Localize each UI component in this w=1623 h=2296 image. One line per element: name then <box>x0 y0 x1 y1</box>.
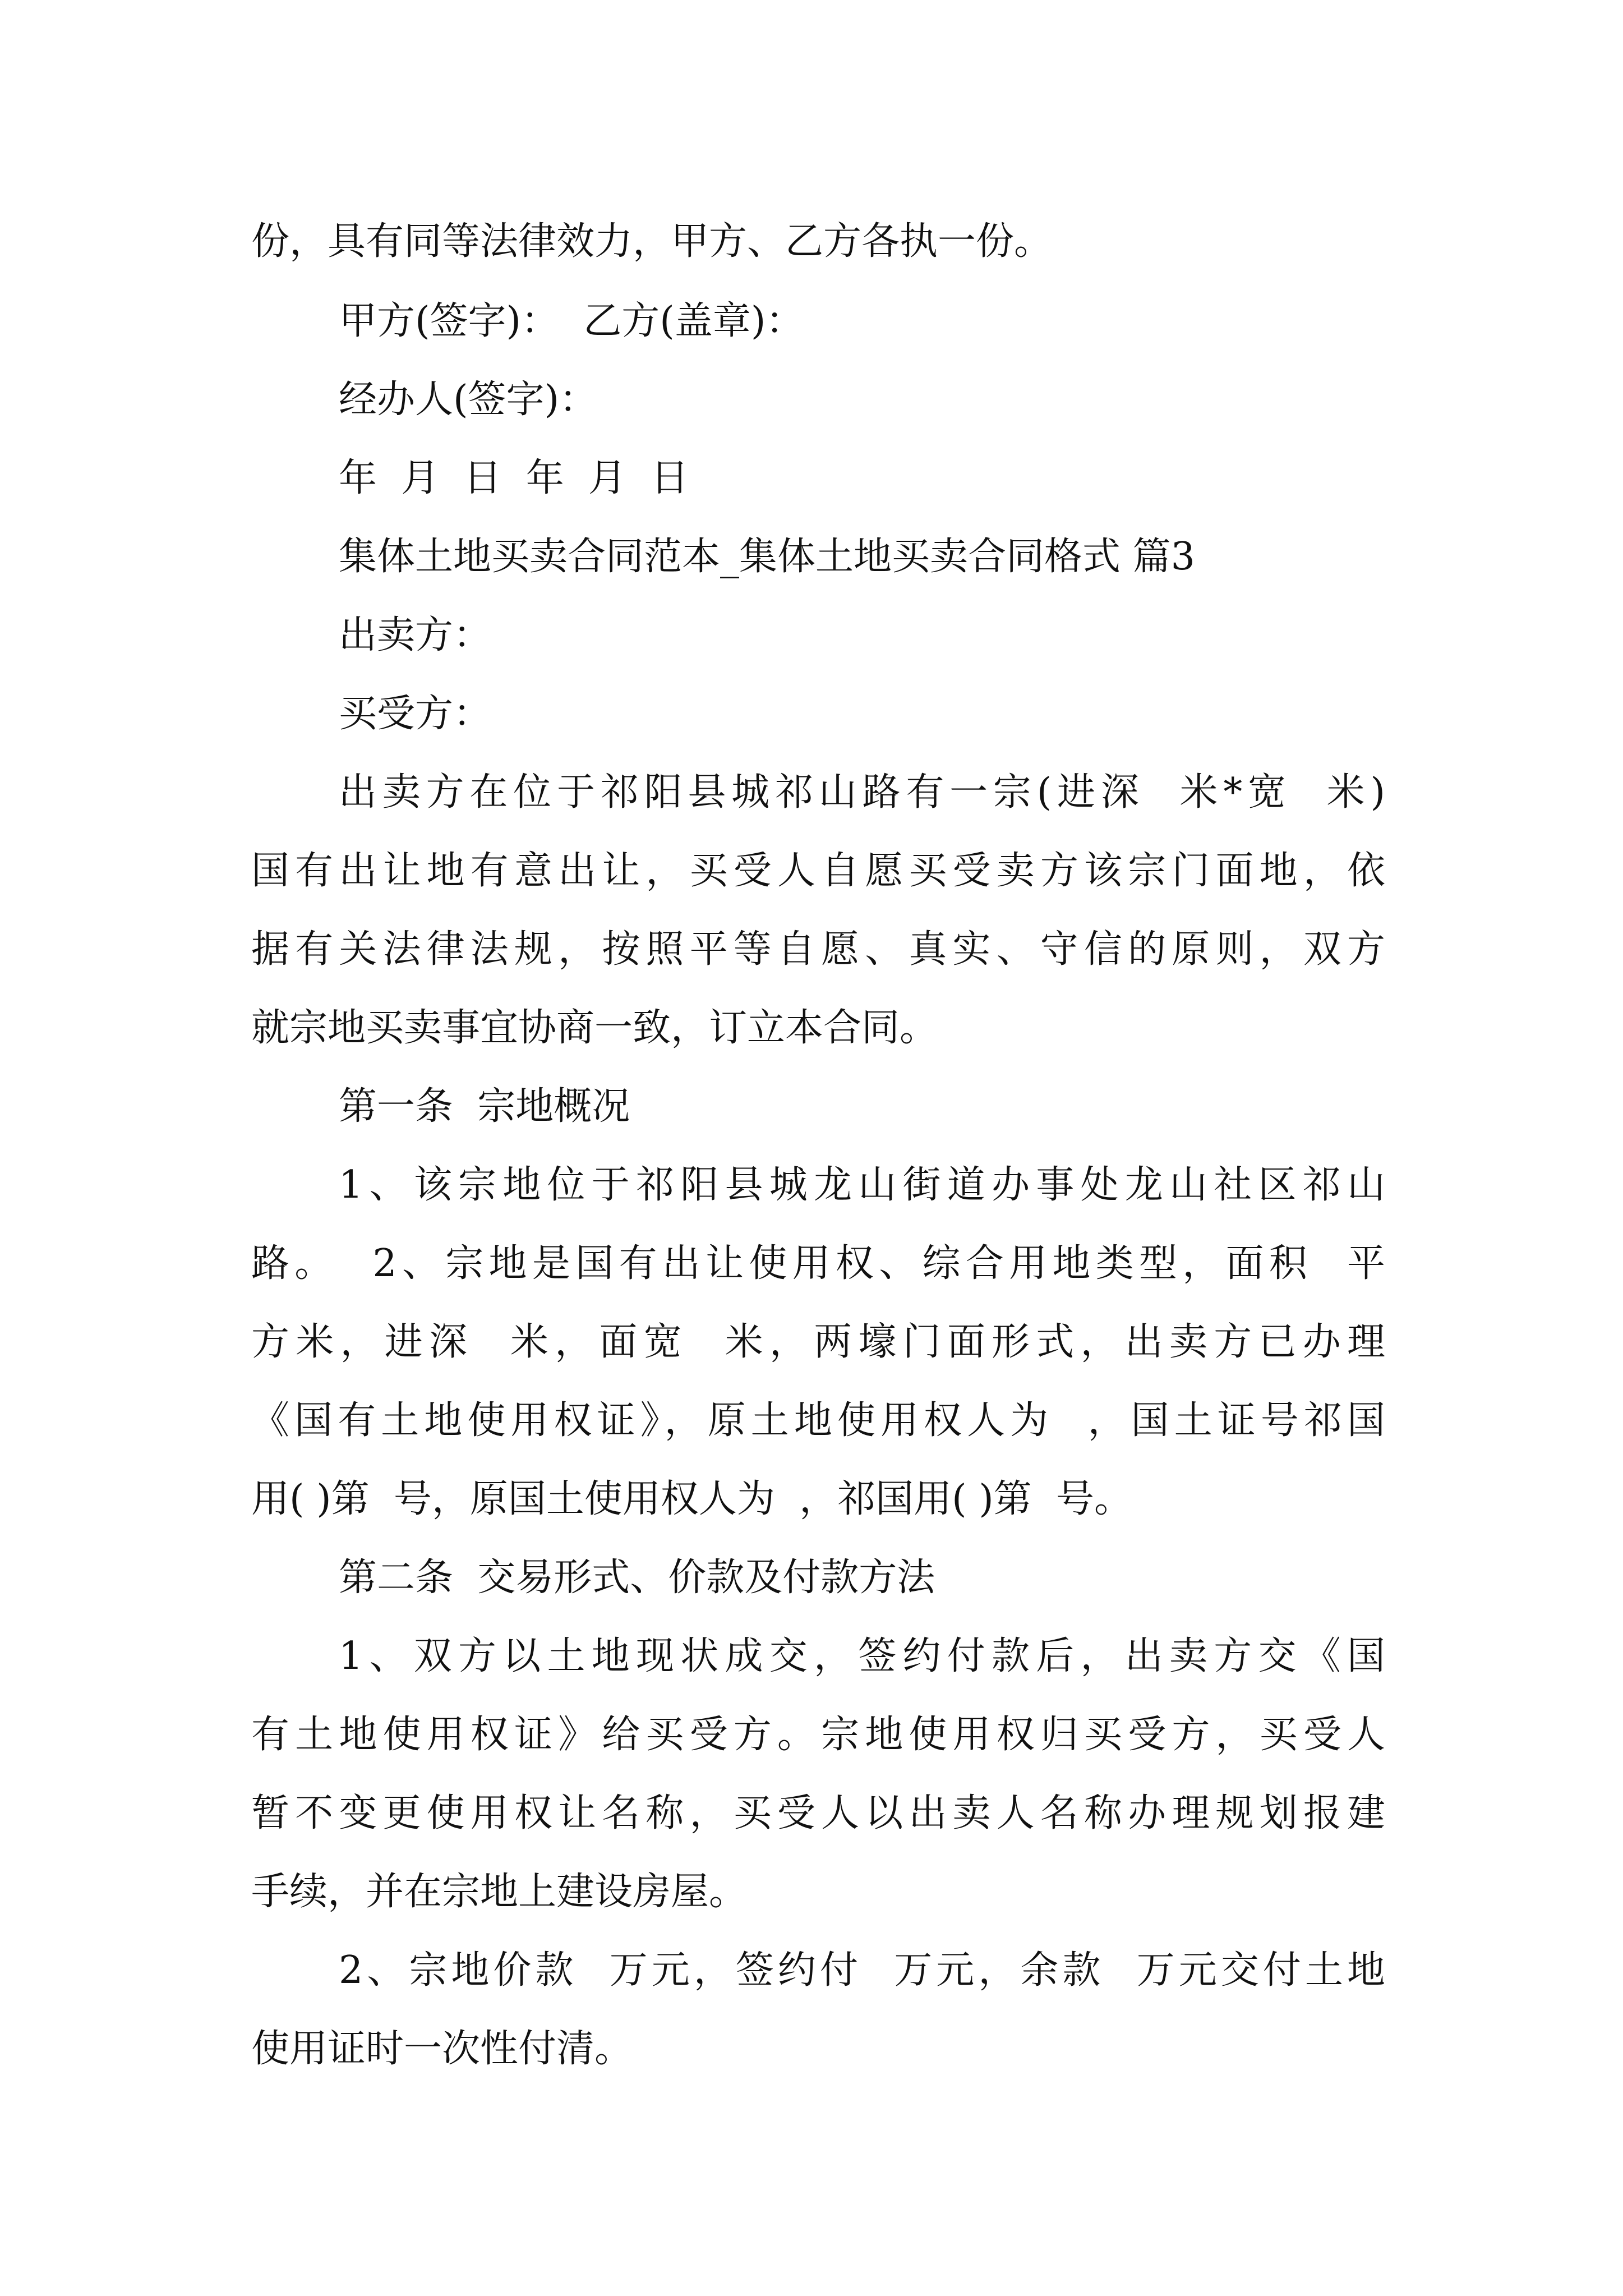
intro-line-1: 出卖方在位于祁阳县城祁山路有一宗(进深 米*宽 米) <box>339 770 1385 815</box>
article-1-line-2: 路。 2、宗地是国有出让使用权、综合用地类型，面积 平 <box>251 1241 1385 1286</box>
article-2-heading: 第二条 交易形式、价款及付款方法 <box>339 1556 935 1600</box>
article-1-line-1: 1、该宗地位于祁阳县城龙山街道办事处龙山社区祁山 <box>339 1163 1385 1207</box>
section-title: 集体土地买卖合同范本_集体土地买卖合同格式 篇3 <box>339 535 1195 579</box>
signature-line-handler: 经办人(签字)： <box>339 378 598 422</box>
article-2-item-2-line-2: 使用证时一次性付清。 <box>251 2027 633 2071</box>
signature-line-parties: 甲方(签字)： 乙方(盖章)： <box>339 299 804 343</box>
article-2-item-2-line-1: 2、宗地价款 万元，签约付 万元，余款 万元交付土地 <box>339 1948 1385 1993</box>
article-2-line-4: 手续，并在宗地上建设房屋。 <box>251 1870 748 1914</box>
intro-line-3: 据有关法律法规，按照平等自愿、真实、守信的原则，双方 <box>251 927 1385 972</box>
article-1-heading: 第一条 宗地概况 <box>339 1084 630 1129</box>
article-2-line-2: 有土地使用权证》给买受方。宗地使用权归买受方，买受人 <box>251 1713 1385 1757</box>
text-line-1: 份，具有同等法律效力，甲方、乙方各执一份。 <box>251 219 1053 264</box>
article-1-line-5: 用( )第 号，原国土使用权人为 ，祁国用( )第 号。 <box>251 1477 1133 1521</box>
article-1-line-3: 方米，进深 米，面宽 米，两壕门面形式，出卖方已办理 <box>251 1320 1385 1364</box>
article-1-line-4: 《国有土地使用权证》，原土地使用权人为 ，国土证号祁国 <box>251 1398 1385 1443</box>
article-2-line-3: 暂不变更使用权让名称，买受人以出卖人名称办理规划报建 <box>251 1791 1385 1835</box>
date-line: 年 月 日 年 月 日 <box>339 456 689 500</box>
intro-line-4: 就宗地买卖事宜协商一致，订立本合同。 <box>251 1006 938 1050</box>
seller-label: 出卖方： <box>339 613 492 657</box>
intro-line-2: 国有出让地有意出让，买受人自愿买受卖方该宗门面地，依 <box>251 849 1385 893</box>
buyer-label: 买受方： <box>339 692 492 736</box>
article-2-line-1: 1、双方以土地现状成交，签约付款后，出卖方交《国 <box>339 1634 1385 1678</box>
